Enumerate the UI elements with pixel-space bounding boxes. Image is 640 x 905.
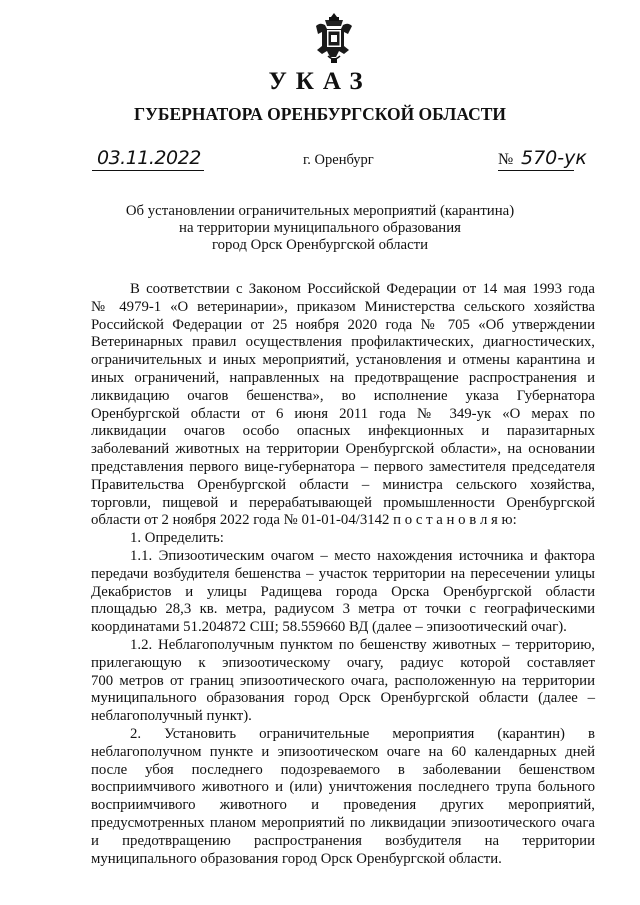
- title-line: Об установлении ограничительных мероприятий (карантина): [125, 203, 515, 219]
- handwritten-number: 570-ук: [521, 147, 587, 169]
- text-line: муниципального образования город Орск Оренбургской области.: [91, 850, 502, 867]
- date-underline: [92, 170, 204, 171]
- text-line: Ветеринарных правил осуществления профилактических, диагностических,: [91, 334, 595, 351]
- text-line: неблагополучный пункт).: [91, 708, 252, 725]
- text-line: восприимчивого животного и проведения других мероприятий,: [91, 797, 595, 814]
- text-line: муниципального образования город Орск Оренбургской области (далее –: [91, 690, 595, 707]
- issuer-heading: ГУБЕРНАТОРА ОРЕНБУРГСКОЙ ОБЛАСТИ: [133, 104, 507, 124]
- text-line: Декабристов и улицы Радищева города Орска Оренбургской области: [91, 583, 595, 600]
- text-line: 1. Определить:: [130, 530, 224, 547]
- decree-title: [0, 203, 640, 254]
- text-line: неблагополучном пункте и эпизоотическом очаге на 60 календарных дней: [91, 743, 595, 760]
- paragraph: [91, 726, 595, 868]
- decree-body: [91, 281, 595, 868]
- text-line: представления первого вице-губернатора – первого заместителя председателя: [91, 458, 595, 475]
- text-line: ликвидации очагов особо опасных инфекционных и паразитарных: [91, 423, 595, 440]
- text-line: 1.2. Неблагополучным пунктом по бешенству животных – территорию,: [130, 636, 595, 653]
- text-line: заболеваний животных на территории Оренбургской области», на основании: [91, 441, 595, 458]
- title-line: на территории муниципального образования: [179, 220, 461, 236]
- text-line: области от 2 ноября 2022 года № 01-01-04/3142 п о с т а н о в л я ю:: [91, 512, 517, 529]
- text-line: Российской Федерации от 25 ноября 2020 года № 705 «Об утверждении: [91, 316, 595, 333]
- title-line: город Орск Оренбургской области: [211, 237, 429, 253]
- text-line: 700 метров от границ эпизоотического очага, расположенную на территории: [91, 672, 595, 689]
- text-line: 2. Установить ограничительные мероприятия (карантин) в: [130, 725, 595, 742]
- paragraph: [91, 548, 595, 637]
- paragraph: [91, 530, 595, 548]
- handwritten-date: 03.11.2022: [97, 147, 201, 169]
- text-line: Оренбургской области от 6 июня 2011 года № 349-ук «О мерах по: [91, 405, 595, 422]
- text-line: иных ограничений, направленных на предотвращение распространения и: [91, 369, 595, 386]
- text-line: и предотвращению распространения возбудителя на территории: [91, 832, 595, 849]
- text-line: восприимчивого животного и (или) уничтожения последнего трупа больного: [91, 779, 595, 796]
- text-line: Правительства Оренбургской области – министра сельского хозяйства,: [91, 476, 595, 493]
- paragraph: [91, 637, 595, 726]
- text-line: предусмотренных планом мероприятий по ликвидации эпизоотического очага: [91, 814, 595, 831]
- number-sign: №: [498, 151, 514, 168]
- text-line: ликвидацию очагов бешенства», во исполнение указа Губернатора: [91, 387, 595, 404]
- text-line: площадью 28,3 кв. метра, радиусом 3 метра от точки с географическими: [91, 601, 595, 618]
- text-line: после убоя последнего подозреваемого в заболевании бешенством: [91, 761, 595, 778]
- paragraph: [91, 281, 595, 530]
- text-line: ограничительных и иных мероприятий, установления и отмены карантина и: [91, 352, 595, 369]
- text-line: передачи возбудителя бешенства – участок территории на пересечении улицы: [91, 565, 595, 582]
- text-line: координатами 51.204872 СШ; 58.559660 ВД (далее – эпизоотический очаг).: [91, 619, 567, 636]
- text-line: торговли, пищевой и перерабатывающей промышленности Оренбургской: [91, 494, 595, 511]
- text-line: 1.1. Эпизоотическим очагом – место нахождения источника и фактора: [130, 547, 595, 564]
- coat-of-arms-icon: [313, 12, 355, 64]
- text-line: № 4979-1 «О ветеринарии», приказом Министерства сельского хозяйства: [91, 298, 595, 315]
- text-line: В соответствии с Законом Российской Федерации от 14 мая 1993 года: [130, 281, 595, 297]
- document-type: УКАЗ: [268, 68, 372, 95]
- city: г. Оренбург: [303, 152, 374, 168]
- text-line: прилегающую к эпизоотическому очагу, радиус которой составляет: [91, 654, 595, 671]
- number-underline: [498, 170, 574, 171]
